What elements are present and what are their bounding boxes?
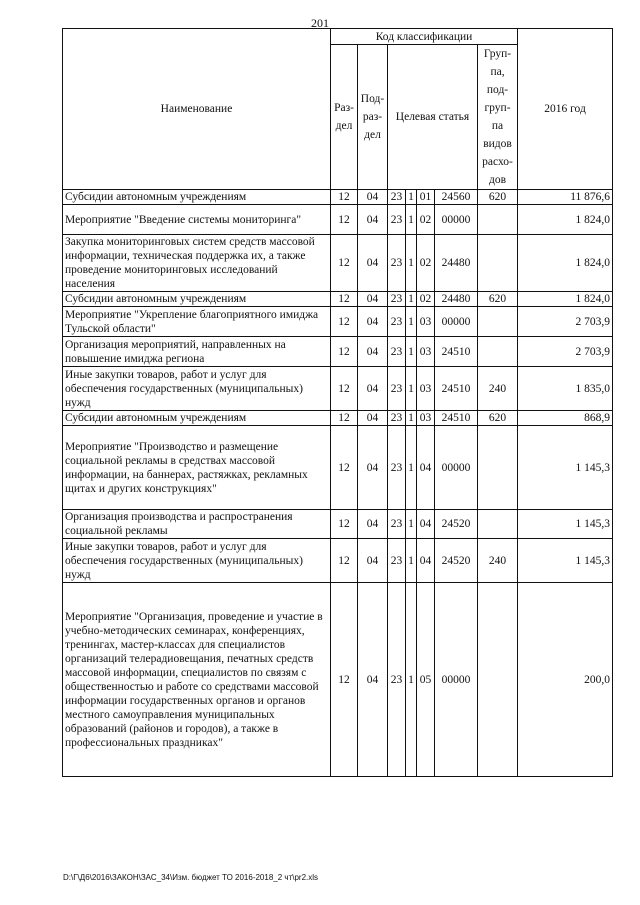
table-row [63,205,613,235]
row-target-activity: 04 [417,539,435,583]
row-name: Иные закупки товаров, работ и услуг для обеспечения государственных (муниципальных) нужд [63,367,331,411]
row-target-program: 23 [388,583,406,777]
row-target-subprogram: 1 [406,583,417,777]
row-target-program: 23 [388,307,406,337]
row-name: Мероприятие "Организация, проведение и участие в учебно-методических семинарах, конференциях, тренингах, мастер-классах для специалистов организаций телерадиовещания, печатных средств массовой информации, специалистов по связям с общественностью и работе со средствами массовой информации государственных органов и органов местного самоуправления муниципальных образований (районов и городов), а также в профессиональных праздниках" [63,583,331,777]
row-target-activity: 02 [417,235,435,292]
table-row [63,583,613,777]
row-name: Организация производства и распространения социальной рекламы [63,510,331,539]
row-podrazdel: 04 [358,190,388,205]
row-target-direction: 24520 [435,539,478,583]
row-name: Иные закупки товаров, работ и услуг для обеспечения государственных (муниципальных) нужд [63,539,331,583]
row-target-direction: 24560 [435,190,478,205]
row-target-program: 23 [388,539,406,583]
row-name: Субсидии автономным учреждениям [63,190,331,205]
row-expense-group: 620 [478,190,518,205]
row-podrazdel: 04 [358,235,388,292]
row-target-activity: 03 [417,411,435,426]
row-expense-group [478,307,518,337]
row-amount: 1 824,0 [518,235,613,292]
table-header [63,29,613,190]
row-expense-group [478,510,518,539]
row-podrazdel: 04 [358,426,388,510]
row-amount: 1 145,3 [518,426,613,510]
row-target-activity: 02 [417,292,435,307]
row-name: Мероприятие "Укрепление благоприятного имиджа Тульской области" [63,307,331,337]
row-podrazdel: 04 [358,539,388,583]
row-target-direction: 24480 [435,235,478,292]
header-razdel: Раз- дел [331,45,358,190]
row-name: Закупка мониторинговых систем средств массовой информации, техническая поддержка их, а также проведение мониторинговых исследований населения [63,235,331,292]
row-razdel: 12 [331,426,358,510]
row-target-activity: 04 [417,510,435,539]
header-podrazdel: Под- раз- дел [358,45,388,190]
row-podrazdel: 04 [358,510,388,539]
row-target-program: 23 [388,205,406,235]
row-podrazdel: 04 [358,337,388,367]
row-target-program: 23 [388,292,406,307]
row-target-subprogram: 1 [406,337,417,367]
row-target-activity: 01 [417,190,435,205]
row-target-subprogram: 1 [406,307,417,337]
row-target-direction: 00000 [435,205,478,235]
row-expense-group: 620 [478,411,518,426]
table-row [63,539,613,583]
row-expense-group [478,337,518,367]
table-row [63,292,613,307]
header-target-article: Целевая статья [388,45,478,190]
row-target-activity: 03 [417,367,435,411]
row-name: Мероприятие "Введение системы мониторинга" [63,205,331,235]
row-target-subprogram: 1 [406,426,417,510]
row-podrazdel: 04 [358,583,388,777]
row-expense-group: 240 [478,539,518,583]
row-name: Организация мероприятий, направленных на повышение имиджа региона [63,337,331,367]
row-target-subprogram: 1 [406,510,417,539]
row-target-program: 23 [388,510,406,539]
table-row [63,337,613,367]
row-podrazdel: 04 [358,292,388,307]
row-name: Субсидии автономным учреждениям [63,411,331,426]
row-expense-group [478,235,518,292]
row-target-activity: 04 [417,426,435,510]
row-razdel: 12 [331,510,358,539]
table-row [63,235,613,292]
row-amount: 1 835,0 [518,367,613,411]
row-target-subprogram: 1 [406,205,417,235]
row-target-activity: 03 [417,307,435,337]
budget-table [62,28,613,777]
row-target-program: 23 [388,190,406,205]
row-target-program: 23 [388,235,406,292]
table-row [63,190,613,205]
row-target-program: 23 [388,411,406,426]
row-amount: 1 824,0 [518,205,613,235]
row-razdel: 12 [331,411,358,426]
row-podrazdel: 04 [358,307,388,337]
row-target-subprogram: 1 [406,190,417,205]
row-amount: 2 703,9 [518,337,613,367]
row-razdel: 12 [331,367,358,411]
row-target-direction: 24480 [435,292,478,307]
row-target-activity: 03 [417,337,435,367]
row-razdel: 12 [331,539,358,583]
row-amount: 11 876,6 [518,190,613,205]
row-podrazdel: 04 [358,367,388,411]
row-razdel: 12 [331,307,358,337]
row-target-activity: 05 [417,583,435,777]
row-expense-group [478,426,518,510]
row-target-direction: 24520 [435,510,478,539]
row-target-subprogram: 1 [406,539,417,583]
row-target-program: 23 [388,337,406,367]
header-year: 2016 год [518,29,613,190]
row-razdel: 12 [331,337,358,367]
row-target-direction: 24510 [435,337,478,367]
table-row [63,411,613,426]
row-razdel: 12 [331,292,358,307]
table-row [63,426,613,510]
row-amount: 2 703,9 [518,307,613,337]
row-target-program: 23 [388,367,406,411]
row-amount: 868,9 [518,411,613,426]
row-podrazdel: 04 [358,205,388,235]
row-amount: 1 145,3 [518,539,613,583]
header-name: Наименование [63,29,331,190]
row-amount: 1 824,0 [518,292,613,307]
row-razdel: 12 [331,235,358,292]
row-target-subprogram: 1 [406,235,417,292]
file-path-footer: D:\Г\Д6\2016\ЗАКОН\ЗАС_34\Изм. бюджет ТО 2016-2018_2 чт\pr2.xls [63,873,319,882]
table-row [63,367,613,411]
row-target-direction: 00000 [435,307,478,337]
row-razdel: 12 [331,583,358,777]
row-expense-group [478,583,518,777]
row-expense-group: 620 [478,292,518,307]
header-expense-group: Груп- па, под- груп- па видов расхо- дов [478,45,518,190]
row-target-direction: 00000 [435,426,478,510]
row-expense-group [478,205,518,235]
row-target-program: 23 [388,426,406,510]
row-amount: 200,0 [518,583,613,777]
row-expense-group: 240 [478,367,518,411]
table-row [63,307,613,337]
row-target-subprogram: 1 [406,411,417,426]
row-target-activity: 02 [417,205,435,235]
row-target-direction: 24510 [435,411,478,426]
row-razdel: 12 [331,205,358,235]
row-amount: 1 145,3 [518,510,613,539]
row-name: Мероприятие "Производство и размещение социальной рекламы в средствах массовой информации, на баннерах, растяжках, рекламных щитах и других конструкциях" [63,426,331,510]
table-body [63,190,613,777]
page-number: 201 [311,16,329,30]
table-row [63,510,613,539]
row-name: Субсидии автономным учреждениям [63,292,331,307]
row-target-direction: 24510 [435,367,478,411]
row-target-subprogram: 1 [406,292,417,307]
row-razdel: 12 [331,190,358,205]
row-target-subprogram: 1 [406,367,417,411]
row-podrazdel: 04 [358,411,388,426]
header-classification-code: Код классификации [331,29,518,45]
row-target-direction: 00000 [435,583,478,777]
